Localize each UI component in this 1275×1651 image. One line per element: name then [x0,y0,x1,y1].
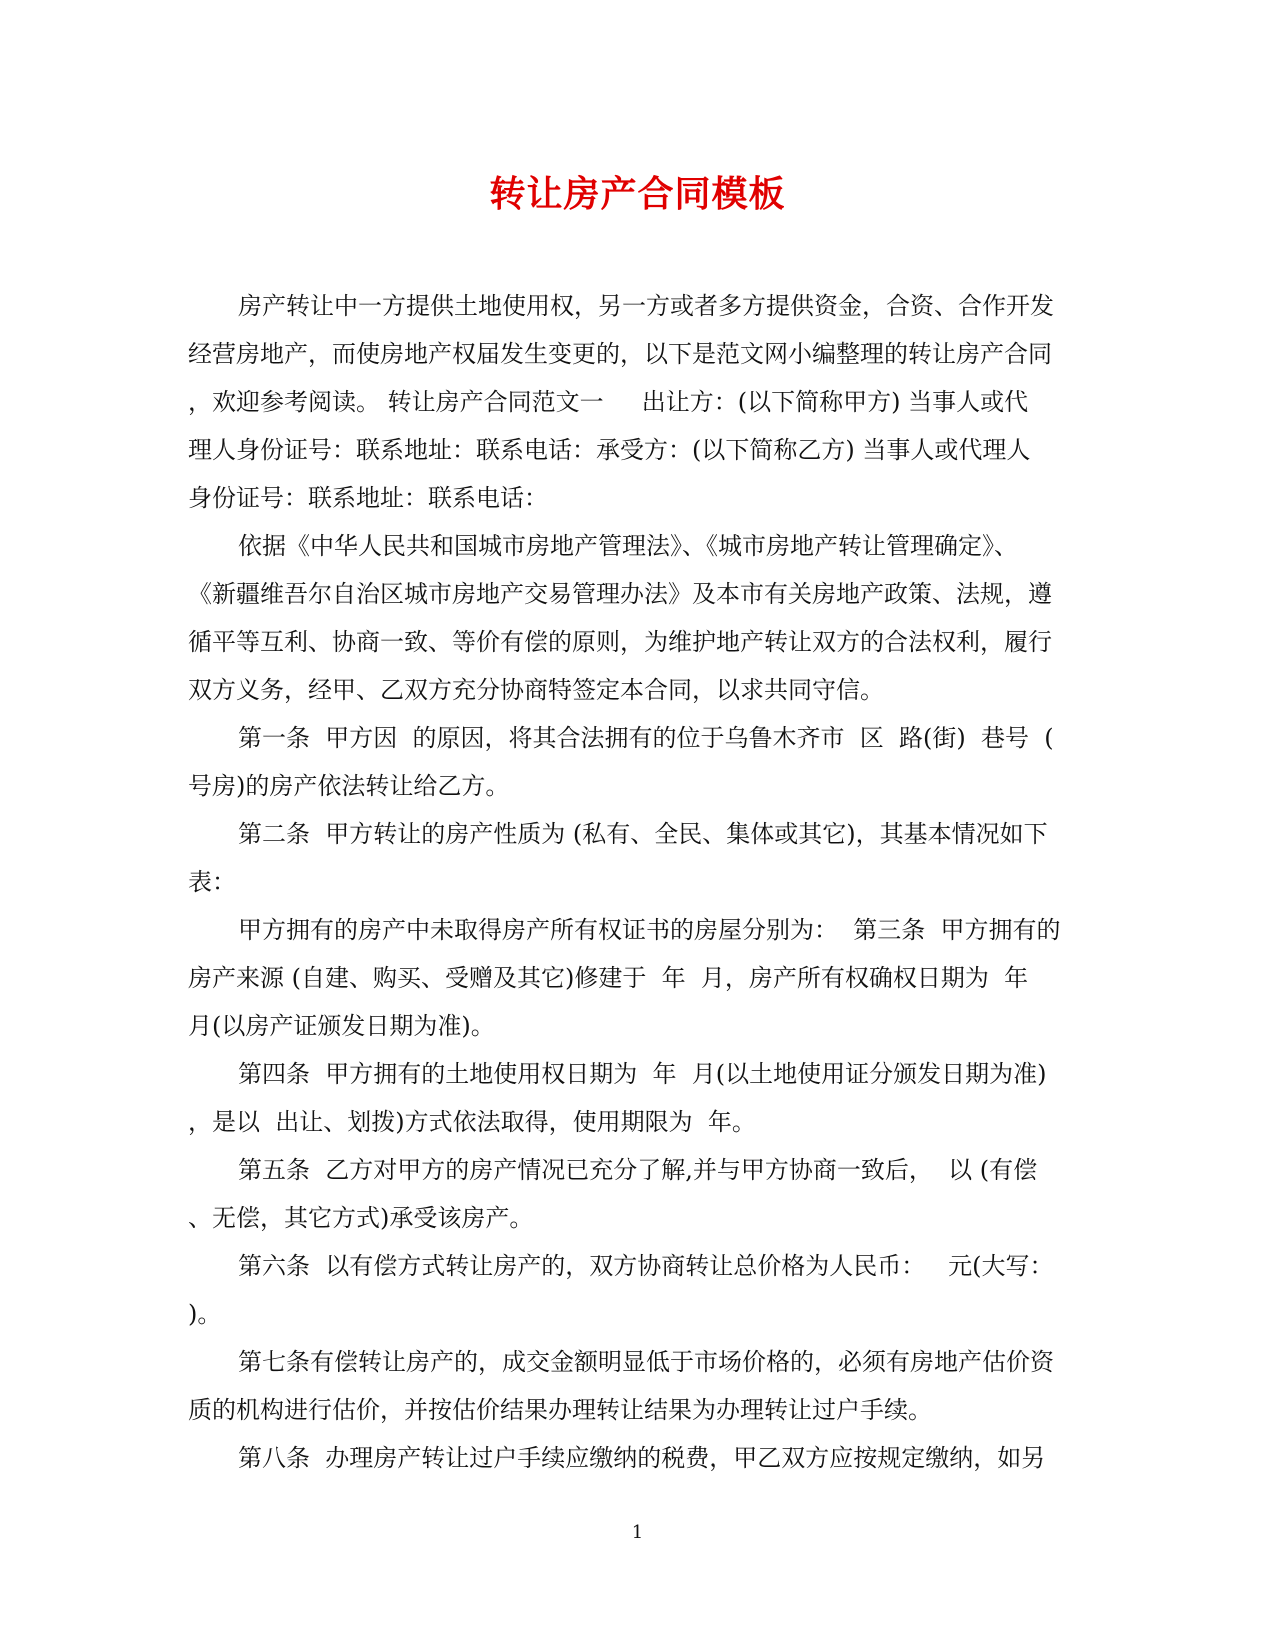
text-line: 循平等互利、协商一致、等价有偿的原则，为维护地产转让双方的合法权利，履行 [188,628,1052,656]
paragraph [188,1434,1088,1482]
text-line: 第五条 乙方对甲方的房产情况已充分了解,并与甲方协商一致后， 以 (有偿 [238,1156,1038,1184]
text-line: 甲方拥有的房产中未取得房产所有权证书的房屋分别为： 第三条 甲方拥有的 [238,916,1061,944]
text-line: 身份证号：联系地址：联系电话： [188,484,548,512]
paragraph [188,282,1088,522]
text-line: 理人身份证号：联系地址：联系电话：承受方：(以下简称乙方) 当事人或代理人 [188,436,1031,464]
text-line: )。 [188,1300,222,1328]
text-line: 第七条有偿转让房产的，成交金额明显低于市场价格的，必须有房地产估价资 [238,1348,1054,1376]
page-number: 1 [631,1522,644,1543]
paragraph [188,1338,1088,1434]
text-line: 《新疆维吾尔自治区城市房地产交易管理办法》及本市有关房地产政策、法规，遵 [188,580,1052,608]
text-line: 、无偿，其它方式)承受该房产。 [188,1204,534,1232]
text-line: 经营房地产，而使房地产权届发生变更的，以下是范文网小编整理的转让房产合同 [188,340,1052,368]
paragraph [188,1050,1088,1146]
text-line: ，欢迎参考阅读。 转让房产合同范文一 出让方：(以下简称甲方) 当事人或代 [188,388,1029,416]
text-line: 第二条 甲方转让的房产性质为 (私有、全民、集体或其它)，其基本情况如下 [238,820,1048,848]
text-line: 第一条 甲方因 的原因，将其合法拥有的位于乌鲁木齐市 区 路(街) 巷号 ( [238,724,1054,752]
paragraph [188,810,1088,906]
text-line: 双方义务，经甲、乙双方充分协商特签定本合同，以求共同守信。 [188,676,884,704]
paragraph [188,522,1088,714]
text-line: 第八条 办理房产转让过户手续应缴纳的税费，甲乙双方应按规定缴纳，如另 [238,1444,1046,1472]
text-line: 第四条 甲方拥有的土地使用权日期为 年 月(以土地使用证分颁发日期为准) [238,1060,1047,1088]
document-body [188,282,1088,1482]
text-line: 第六条 以有偿方式转让房产的，双方协商转让总价格为人民币： 元(大写： [238,1252,1054,1280]
paragraph [188,1242,1088,1338]
paragraph [188,906,1088,1050]
text-line: 表： [188,868,236,896]
text-line: 月(以房产证颁发日期为准)。 [188,1012,495,1040]
text-line: 房产来源 (自建、购买、受赠及其它)修建于 年 月，房产所有权确权日期为 年 [188,964,1029,992]
text-line: ，是以 出让、划拨)方式依法取得，使用期限为 年。 [188,1108,756,1136]
page-title: 转让房产合同模板 [489,173,786,215]
text-line: 依据《中华人民共和国城市房地产管理法》、《城市房地产转让管理确定》、 [238,532,1018,560]
paragraph [188,714,1088,810]
paragraph [188,1146,1088,1242]
text-line: 质的机构进行估价，并按估价结果办理转让结果为办理转让过户手续。 [188,1396,932,1424]
text-line: 号房)的房产依法转让给乙方。 [188,772,510,800]
text-line: 房产转让中一方提供土地使用权，另一方或者多方提供资金，合资、合作开发 [238,292,1054,320]
